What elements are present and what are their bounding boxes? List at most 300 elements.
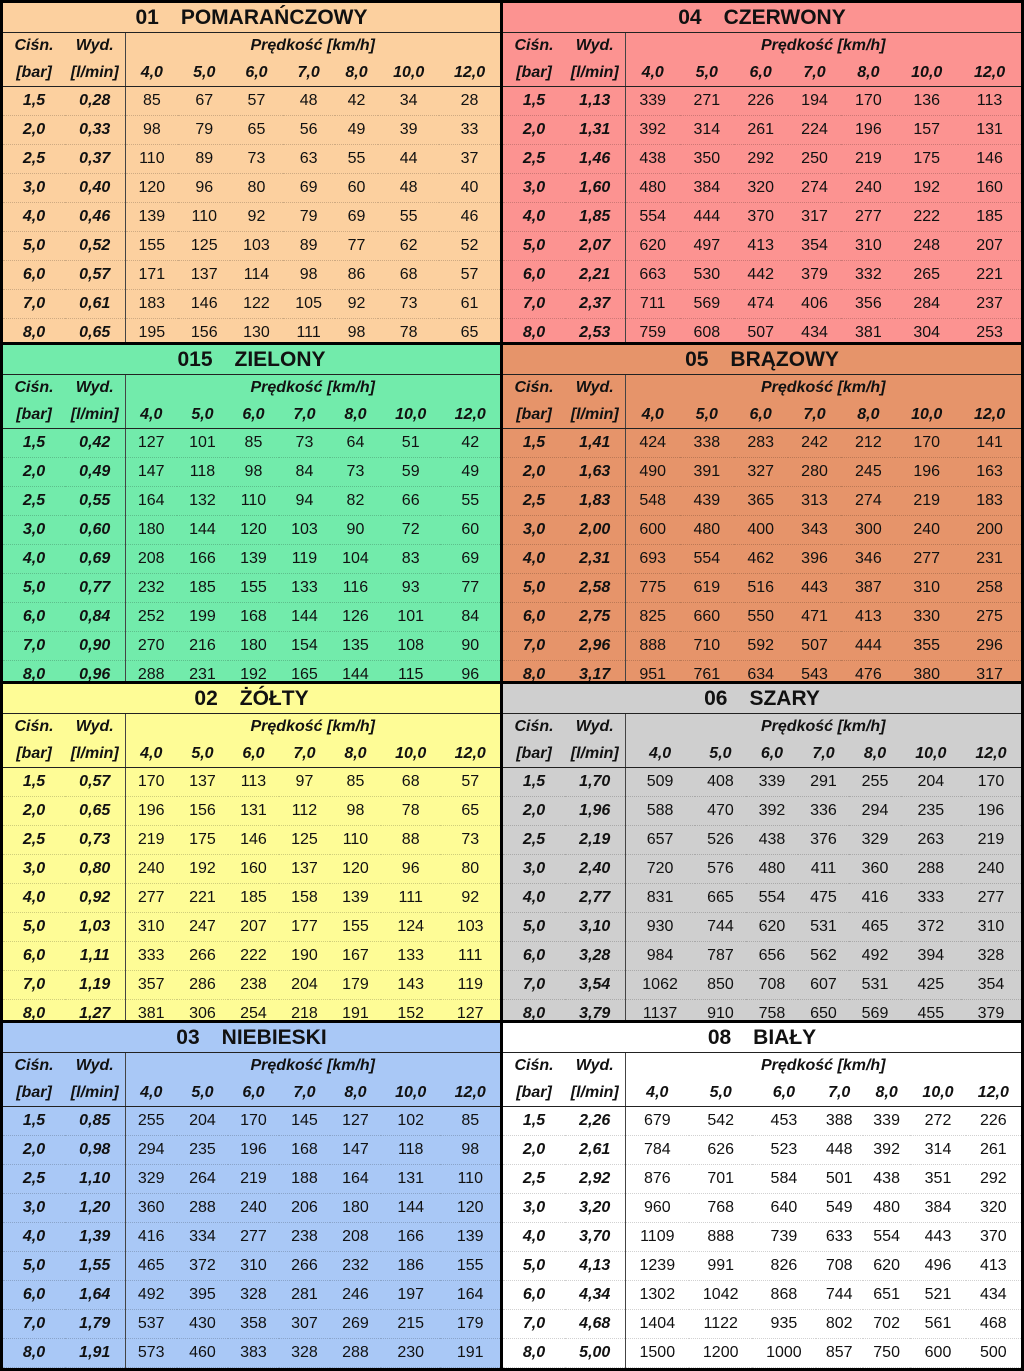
speed-cell: 387 — [841, 574, 895, 603]
speed-column-header: 5,0 — [680, 59, 734, 87]
speed-cell: 194 — [788, 87, 842, 116]
speed-cell: 266 — [177, 942, 228, 971]
table-row — [503, 1310, 1021, 1339]
flow-cell: 2,07 — [565, 232, 625, 261]
speed-cell: 283 — [734, 429, 788, 458]
table-row — [503, 458, 1021, 487]
pressure-cell: 4,0 — [3, 203, 65, 232]
speed-cell: 60 — [335, 174, 378, 203]
speed-cell: 160 — [228, 855, 279, 884]
speed-cell: 787 — [695, 942, 747, 971]
flow-cell: 3,70 — [565, 1223, 625, 1252]
speed-cell: 542 — [689, 1107, 752, 1136]
pressure-cell: 6,0 — [3, 261, 65, 290]
speed-column-header: 4,0 — [625, 1079, 689, 1107]
speed-cell: 79 — [283, 203, 335, 232]
speed-cell: 1062 — [625, 971, 695, 1000]
nozzle-color-name: BIAŁY — [753, 1025, 817, 1049]
pressure-cell: 7,0 — [3, 632, 65, 661]
speed-column-header: 12,0 — [439, 59, 500, 87]
pressure-cell: 4,0 — [503, 545, 565, 574]
speed-cell: 708 — [746, 971, 798, 1000]
speed-cell: 232 — [330, 1252, 381, 1281]
speed-column-header: 6,0 — [230, 59, 282, 87]
speed-cell: 73 — [279, 429, 330, 458]
pressure-cell: 4,0 — [503, 203, 565, 232]
speed-column-header: 6,0 — [228, 1079, 279, 1107]
speed-cell: 379 — [961, 1000, 1021, 1021]
pressure-cell: 3,0 — [3, 855, 65, 884]
flow-cell: 2,75 — [565, 603, 625, 632]
flow-unit: [l/min] — [565, 740, 625, 768]
flow-cell: 1,96 — [565, 797, 625, 826]
speed-cell: 110 — [125, 145, 178, 174]
speed-cell: 562 — [798, 942, 850, 971]
table-row — [3, 574, 500, 603]
flow-cell: 0,49 — [65, 458, 125, 487]
speed-column-header: 5,0 — [178, 59, 230, 87]
speed-cell: 82 — [330, 487, 381, 516]
header-row-1 — [3, 375, 500, 402]
speed-cell: 310 — [228, 1252, 279, 1281]
pressure-cell: 2,5 — [503, 487, 565, 516]
flow-unit: [l/min] — [65, 1079, 125, 1107]
pressure-cell: 8,0 — [503, 1339, 565, 1368]
speed-cell: 197 — [381, 1281, 440, 1310]
speed-header: Prędkość [km/h] — [761, 37, 886, 54]
speed-cell: 296 — [958, 632, 1021, 661]
nozzle-code: 02 — [194, 686, 218, 710]
speed-cell: 531 — [798, 913, 850, 942]
speed-cell: 146 — [958, 145, 1021, 174]
pressure-cell: 2,0 — [3, 458, 65, 487]
speed-cell: 317 — [958, 661, 1021, 682]
speed-cell: 443 — [788, 574, 842, 603]
speed-cell: 307 — [279, 1310, 330, 1339]
speed-header: Prędkość [km/h] — [250, 37, 375, 54]
speed-cell: 370 — [966, 1223, 1021, 1252]
flow-cell: 3,17 — [565, 661, 625, 682]
pressure-cell: 6,0 — [3, 1281, 65, 1310]
speed-cell: 521 — [910, 1281, 965, 1310]
speed-cell: 232 — [125, 574, 177, 603]
speed-cell: 443 — [910, 1223, 965, 1252]
speed-cell: 89 — [178, 145, 230, 174]
speed-cell: 103 — [230, 232, 282, 261]
speed-cell: 379 — [788, 261, 842, 290]
speed-cell: 391 — [680, 458, 734, 487]
flow-cell: 2,00 — [565, 516, 625, 545]
speed-column-header: 7,0 — [798, 740, 850, 768]
pressure-unit: [bar] — [503, 401, 565, 429]
speed-cell: 69 — [283, 174, 335, 203]
flow-cell: 3,54 — [565, 971, 625, 1000]
flow-cell: 1,39 — [65, 1223, 125, 1252]
speed-cell: 438 — [863, 1165, 910, 1194]
speed-cell: 370 — [734, 203, 788, 232]
pressure-cell: 1,5 — [3, 429, 65, 458]
speed-cell: 231 — [177, 661, 228, 682]
speed-cell: 430 — [177, 1310, 228, 1339]
speed-cell: 68 — [378, 261, 439, 290]
speed-column-header: 6,0 — [746, 740, 798, 768]
nozzle-color-name: NIEBIESKI — [221, 1025, 327, 1049]
speed-cell: 42 — [440, 429, 500, 458]
flow-cell: 1,64 — [65, 1281, 125, 1310]
speed-cell: 471 — [788, 603, 842, 632]
speed-cell: 98 — [335, 319, 378, 343]
speed-cell: 411 — [798, 855, 850, 884]
flow-cell: 4,34 — [565, 1281, 625, 1310]
speed-cell: 388 — [816, 1107, 863, 1136]
pressure-cell: 4,0 — [503, 884, 565, 913]
nozzle-color-name: POMARAŃCZOWY — [180, 5, 368, 29]
nozzle-code: 05 — [685, 347, 709, 371]
title-row — [503, 1023, 1021, 1053]
table-title — [3, 345, 500, 375]
speed-cell: 68 — [381, 768, 440, 797]
speed-cell: 192 — [228, 661, 279, 682]
speed-cell: 444 — [680, 203, 734, 232]
speed-cell: 133 — [279, 574, 330, 603]
speed-cell: 343 — [788, 516, 842, 545]
speed-cell: 110 — [178, 203, 230, 232]
flow-cell: 2,19 — [565, 826, 625, 855]
speed-cell: 69 — [335, 203, 378, 232]
speed-column-header: 12,0 — [440, 401, 500, 429]
speed-cell: 157 — [895, 116, 958, 145]
table-row — [503, 1281, 1021, 1310]
speed-column-header: 12,0 — [440, 740, 500, 768]
speed-cell: 155 — [440, 1252, 500, 1281]
speed-cell: 507 — [788, 632, 842, 661]
speed-cell: 85 — [330, 768, 381, 797]
speed-cell: 221 — [177, 884, 228, 913]
pressure-label: Ciśn. — [14, 1057, 54, 1074]
nozzle-code: 01 — [135, 5, 159, 29]
table-row — [3, 1339, 500, 1368]
speed-cell: 226 — [734, 87, 788, 116]
speed-cell: 238 — [279, 1223, 330, 1252]
flow-cell: 3,20 — [565, 1194, 625, 1223]
nozzle-table — [503, 345, 1021, 681]
speed-cell: 569 — [680, 290, 734, 319]
speed-cell: 188 — [279, 1165, 330, 1194]
header-row-2 — [3, 1079, 500, 1107]
speed-cell: 156 — [178, 319, 230, 343]
nozzle-code: 04 — [678, 5, 702, 29]
title-row — [503, 684, 1021, 714]
speed-cell: 170 — [228, 1107, 279, 1136]
header-row-2 — [3, 740, 500, 768]
speed-column-header: 5,0 — [680, 401, 734, 429]
speed-cell: 119 — [279, 545, 330, 574]
speed-header: Prędkość [km/h] — [250, 379, 375, 396]
pressure-cell: 3,0 — [503, 855, 565, 884]
speed-cell: 72 — [381, 516, 440, 545]
pressure-cell: 7,0 — [503, 290, 565, 319]
table-row — [503, 232, 1021, 261]
flow-unit: [l/min] — [565, 401, 625, 429]
table-row — [503, 1223, 1021, 1252]
speed-cell: 238 — [228, 971, 279, 1000]
title-row — [503, 345, 1021, 375]
table-row — [503, 971, 1021, 1000]
pressure-cell: 2,0 — [503, 1136, 565, 1165]
pressure-cell: 5,0 — [3, 574, 65, 603]
speed-column-header: 6,0 — [228, 401, 279, 429]
speed-cell: 255 — [125, 1107, 177, 1136]
speed-cell: 888 — [625, 632, 680, 661]
speed-cell: 1239 — [625, 1252, 689, 1281]
pressure-cell: 8,0 — [3, 319, 65, 343]
speed-column-header: 10,0 — [895, 59, 958, 87]
pressure-unit: [bar] — [503, 1079, 565, 1107]
speed-cell: 462 — [734, 545, 788, 574]
speed-cell: 204 — [177, 1107, 228, 1136]
speed-cell: 350 — [680, 145, 734, 174]
speed-cell: 65 — [439, 319, 500, 343]
speed-cell: 127 — [330, 1107, 381, 1136]
pressure-cell: 3,0 — [3, 174, 65, 203]
speed-cell: 333 — [125, 942, 177, 971]
speed-cell: 277 — [125, 884, 177, 913]
flow-cell: 1,46 — [565, 145, 625, 174]
speed-cell: 310 — [895, 574, 958, 603]
speed-cell: 530 — [680, 261, 734, 290]
speed-cell: 137 — [279, 855, 330, 884]
speed-cell: 554 — [625, 203, 680, 232]
table-row — [3, 661, 500, 682]
speed-cell: 110 — [228, 487, 279, 516]
speed-cell: 252 — [125, 603, 177, 632]
speed-cell: 439 — [680, 487, 734, 516]
speed-cell: 179 — [330, 971, 381, 1000]
flow-cell: 1,55 — [65, 1252, 125, 1281]
pressure-label: Ciśn. — [14, 379, 54, 396]
speed-cell: 199 — [177, 603, 228, 632]
speed-cell: 288 — [177, 1194, 228, 1223]
speed-cell: 294 — [849, 797, 901, 826]
pressure-cell: 7,0 — [3, 1310, 65, 1339]
speed-cell: 133 — [381, 942, 440, 971]
pressure-cell: 8,0 — [3, 661, 65, 682]
speed-cell: 413 — [734, 232, 788, 261]
table-row — [503, 1165, 1021, 1194]
nozzle-panel-08 — [500, 1020, 1021, 1368]
flow-cell: 5,00 — [565, 1339, 625, 1368]
pressure-unit: [bar] — [3, 401, 65, 429]
nozzle-table — [503, 3, 1021, 342]
speed-cell: 57 — [439, 261, 500, 290]
speed-cell: 620 — [863, 1252, 910, 1281]
speed-cell: 831 — [625, 884, 695, 913]
speed-cell: 381 — [841, 319, 895, 343]
table-row — [3, 884, 500, 913]
speed-cell: 434 — [788, 319, 842, 343]
table-title — [3, 684, 500, 714]
pressure-cell: 7,0 — [503, 632, 565, 661]
speed-cell: 224 — [788, 116, 842, 145]
speed-cell: 711 — [625, 290, 680, 319]
speed-cell: 442 — [734, 261, 788, 290]
speed-cell: 155 — [330, 913, 381, 942]
speed-cell: 825 — [625, 603, 680, 632]
speed-column-header: 12,0 — [958, 401, 1021, 429]
speed-cell: 120 — [125, 174, 178, 203]
speed-cell: 185 — [177, 574, 228, 603]
speed-cell: 126 — [330, 603, 381, 632]
speed-cell: 98 — [440, 1136, 500, 1165]
table-row — [503, 261, 1021, 290]
table-row — [3, 87, 500, 116]
speed-cell: 480 — [746, 855, 798, 884]
speed-cell: 327 — [734, 458, 788, 487]
flow-cell: 2,58 — [565, 574, 625, 603]
speed-cell: 79 — [178, 116, 230, 145]
table-row — [3, 290, 500, 319]
pressure-cell: 5,0 — [3, 1252, 65, 1281]
pressure-cell: 2,0 — [503, 116, 565, 145]
speed-cell: 154 — [279, 632, 330, 661]
speed-cell: 215 — [381, 1310, 440, 1339]
speed-cell: 97 — [279, 768, 330, 797]
speed-cell: 196 — [841, 116, 895, 145]
speed-cell: 496 — [910, 1252, 965, 1281]
table-row — [503, 429, 1021, 458]
speed-cell: 208 — [125, 545, 177, 574]
speed-cell: 101 — [381, 603, 440, 632]
speed-cell: 453 — [752, 1107, 815, 1136]
title-row — [3, 3, 500, 33]
speed-cell: 122 — [230, 290, 282, 319]
speed-cell: 115 — [381, 661, 440, 682]
speed-column-header: 8,0 — [330, 740, 381, 768]
speed-cell: 120 — [228, 516, 279, 545]
pressure-unit: [bar] — [3, 1079, 65, 1107]
speed-cell: 274 — [841, 487, 895, 516]
speed-column-header: 12,0 — [440, 1079, 500, 1107]
speed-cell: 876 — [625, 1165, 689, 1194]
speed-cell: 413 — [966, 1252, 1021, 1281]
speed-cell: 131 — [381, 1165, 440, 1194]
table-row — [503, 855, 1021, 884]
flow-cell: 1,60 — [565, 174, 625, 203]
header-row-2 — [503, 401, 1021, 429]
pressure-cell: 4,0 — [3, 884, 65, 913]
speed-cell: 89 — [283, 232, 335, 261]
speed-cell: 61 — [439, 290, 500, 319]
speed-cell: 277 — [841, 203, 895, 232]
speed-cell: 85 — [228, 429, 279, 458]
speed-cell: 372 — [177, 1252, 228, 1281]
speed-cell: 455 — [901, 1000, 961, 1021]
speed-cell: 105 — [283, 290, 335, 319]
speed-cell: 292 — [966, 1165, 1021, 1194]
speed-cell: 231 — [958, 545, 1021, 574]
flow-cell: 2,96 — [565, 632, 625, 661]
speed-cell: 619 — [680, 574, 734, 603]
speed-cell: 51 — [381, 429, 440, 458]
pressure-unit: [bar] — [3, 59, 65, 87]
speed-cell: 930 — [625, 913, 695, 942]
speed-cell: 951 — [625, 661, 680, 682]
speed-column-header: 4,0 — [625, 401, 680, 429]
speed-cell: 111 — [440, 942, 500, 971]
nozzle-table — [503, 684, 1021, 1020]
pressure-cell: 1,5 — [503, 87, 565, 116]
speed-cell: 1500 — [625, 1339, 689, 1368]
pressure-cell: 2,5 — [3, 1165, 65, 1194]
speed-cell: 219 — [228, 1165, 279, 1194]
speed-cell: 744 — [816, 1281, 863, 1310]
speed-cell: 212 — [841, 429, 895, 458]
header-row-1 — [503, 1053, 1021, 1080]
table-row — [3, 458, 500, 487]
speed-cell: 190 — [279, 942, 330, 971]
speed-cell: 48 — [378, 174, 439, 203]
speed-cell: 1000 — [752, 1339, 815, 1368]
nozzle-panel-02 — [3, 681, 500, 1020]
flow-cell: 1,79 — [65, 1310, 125, 1339]
pressure-cell: 2,5 — [503, 145, 565, 174]
flow-cell: 0,57 — [65, 261, 125, 290]
speed-cell: 136 — [895, 87, 958, 116]
flow-unit: [l/min] — [565, 1079, 625, 1107]
speed-cell: 183 — [125, 290, 178, 319]
nozzle-panel-06 — [500, 681, 1021, 1020]
flow-cell: 2,61 — [565, 1136, 625, 1165]
flow-label: Wyd. — [65, 375, 125, 402]
speed-cell: 92 — [230, 203, 282, 232]
speed-cell: 396 — [788, 545, 842, 574]
speed-cell: 424 — [625, 429, 680, 458]
speed-cell: 314 — [680, 116, 734, 145]
speed-cell: 328 — [228, 1281, 279, 1310]
speed-cell: 480 — [625, 174, 680, 203]
speed-cell: 165 — [279, 661, 330, 682]
flow-cell: 2,53 — [565, 319, 625, 343]
speed-cell: 230 — [381, 1339, 440, 1368]
flow-cell: 0,57 — [65, 768, 125, 797]
flow-cell: 0,37 — [65, 145, 125, 174]
speed-cell: 329 — [125, 1165, 177, 1194]
speed-cell: 170 — [895, 429, 958, 458]
speed-header: Prędkość [km/h] — [761, 718, 886, 735]
flow-cell: 1,03 — [65, 913, 125, 942]
speed-cell: 310 — [841, 232, 895, 261]
speed-cell: 200 — [958, 516, 1021, 545]
speed-cell: 394 — [901, 942, 961, 971]
speed-cell: 960 — [625, 1194, 689, 1223]
speed-cell: 208 — [330, 1223, 381, 1252]
table-row — [3, 145, 500, 174]
speed-cell: 272 — [910, 1107, 965, 1136]
speed-cell: 708 — [816, 1252, 863, 1281]
table-row — [3, 1107, 500, 1136]
speed-cell: 73 — [440, 826, 500, 855]
flow-label: Wyd. — [65, 33, 125, 60]
speed-cell: 306 — [177, 1000, 228, 1021]
speed-cell: 42 — [335, 87, 378, 116]
speed-cell: 86 — [335, 261, 378, 290]
speed-cell: 665 — [695, 884, 747, 913]
speed-cell: 492 — [849, 942, 901, 971]
speed-cell: 84 — [440, 603, 500, 632]
pressure-cell: 2,5 — [3, 487, 65, 516]
speed-cell: 191 — [440, 1339, 500, 1368]
speed-cell: 120 — [330, 855, 381, 884]
